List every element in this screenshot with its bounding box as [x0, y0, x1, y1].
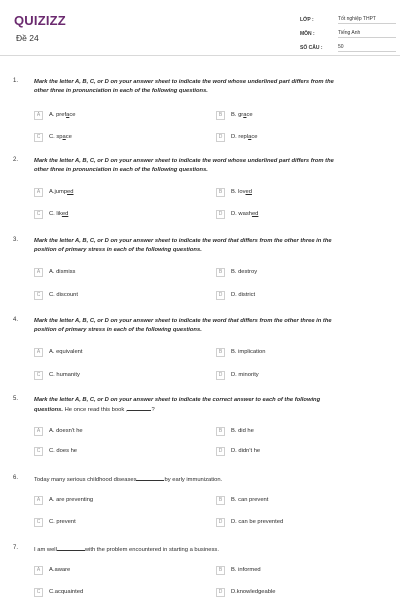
meta-label: SỐ CÂU :	[300, 45, 323, 51]
option-text: B. implication	[231, 349, 266, 355]
option-b[interactable]	[216, 267, 257, 277]
question-text-line: Mark the letter A, B, C, or D on your answer sheet to indicate the correct answer to each of the following	[34, 397, 321, 403]
option-a[interactable]	[34, 495, 93, 505]
question-text	[34, 157, 384, 175]
meta-value: 50	[338, 44, 396, 52]
answer-blank	[127, 405, 151, 411]
question-text	[34, 396, 384, 415]
option-a[interactable]	[34, 110, 75, 120]
option-letter-box: D	[216, 210, 225, 219]
option-letter-box: C	[34, 371, 43, 380]
option-d[interactable]	[216, 587, 275, 597]
exam-title: Đề 24	[16, 33, 39, 43]
question-number: 2.	[13, 157, 19, 163]
option-text: A.aware	[49, 567, 71, 573]
option-c[interactable]	[34, 517, 76, 527]
option-d[interactable]	[216, 209, 258, 219]
option-text: A. preface	[49, 112, 76, 118]
question-text-line: Mark the letter A, B, C, or D on your answer sheet to indicate the word whose underlined part differs from the	[34, 158, 334, 164]
option-a[interactable]	[34, 347, 83, 357]
option-text: D. can be prevented	[231, 519, 284, 525]
answer-blank	[57, 545, 85, 551]
option-d[interactable]	[216, 370, 259, 380]
meta-row-count	[300, 41, 396, 55]
answer-blank	[136, 475, 164, 481]
option-d[interactable]	[216, 290, 255, 300]
option-letter-box: A	[34, 496, 43, 505]
option-letter-box: D	[216, 371, 225, 380]
option-text: D. didn't he	[231, 448, 261, 454]
option-text: D. minority	[231, 372, 259, 378]
option-text: C. space	[49, 134, 72, 140]
option-text: B. destroy	[231, 269, 258, 275]
option-text: D. washed	[231, 211, 259, 217]
option-a[interactable]	[34, 426, 83, 436]
option-b[interactable]	[216, 347, 265, 357]
option-a[interactable]	[34, 267, 75, 277]
option-a[interactable]	[34, 187, 74, 197]
meta-label: LỚP :	[300, 17, 314, 23]
worksheet-header	[0, 0, 400, 56]
option-letter-box: A	[34, 566, 43, 575]
option-letter-box: C	[34, 210, 43, 219]
option-d[interactable]	[216, 446, 260, 456]
option-letter-box: C	[34, 588, 43, 597]
option-text: A. doesn't he	[49, 428, 83, 434]
question-text: I am well with the problem encountered in starting a business.	[34, 547, 219, 553]
question-text-line: questions. He once read this book , ?	[34, 407, 155, 413]
question-text	[34, 78, 384, 96]
question-number: 6.	[13, 475, 19, 481]
option-c[interactable]	[34, 446, 77, 456]
option-c[interactable]	[34, 132, 72, 142]
option-a[interactable]	[34, 565, 70, 575]
option-text: C.acquainted	[49, 589, 84, 595]
meta-row-subject	[300, 27, 396, 41]
option-letter-box: B	[216, 268, 225, 277]
question-text: Today many serious childhood diseases by early immunization.	[34, 477, 223, 483]
option-letter-box: A	[34, 427, 43, 436]
option-c[interactable]	[34, 209, 68, 219]
option-b[interactable]	[216, 495, 268, 505]
option-letter-box: D	[216, 133, 225, 142]
option-letter-box: C	[34, 518, 43, 527]
option-c[interactable]	[34, 370, 80, 380]
option-text: D. district	[231, 292, 256, 298]
question-number: 1.	[13, 78, 19, 84]
option-letter-box: C	[34, 447, 43, 456]
question-text-line: Mark the letter A, B, C, or D on your answer sheet to indicate the word whose underlined part differs from the	[34, 79, 334, 85]
question-text	[34, 317, 384, 335]
option-b[interactable]	[216, 110, 253, 120]
question-text-line: Mark the letter A, B, C, or D on your answer sheet to indicate the word that differs from the other three in the	[34, 318, 332, 324]
option-b[interactable]	[216, 187, 252, 197]
question-text-line: Mark the letter A, B, C, or D on your answer sheet to indicate the word that differs from the other three in the	[34, 238, 332, 244]
option-text: B. informed	[231, 567, 261, 573]
option-text: C. does he	[49, 448, 78, 454]
meta-value: Tiếng Anh	[338, 30, 396, 38]
option-letter-box: B	[216, 188, 225, 197]
option-letter-box: D	[216, 291, 225, 300]
meta-info	[300, 13, 396, 55]
option-letter-box: B	[216, 427, 225, 436]
option-text: A. are preventing	[49, 497, 94, 503]
option-text: C. prevent	[49, 519, 76, 525]
question-text-line: other three in pronunciation in each of the following questions.	[34, 167, 208, 173]
option-text: B. grace	[231, 112, 253, 118]
option-text: A. equivalent	[49, 349, 83, 355]
meta-value: Tốt nghiệp THPT	[338, 16, 396, 24]
option-letter-box: C	[34, 133, 43, 142]
option-c[interactable]	[34, 290, 78, 300]
option-letter-box: A	[34, 111, 43, 120]
option-letter-box: A	[34, 188, 43, 197]
option-c[interactable]	[34, 587, 83, 597]
option-d[interactable]	[216, 132, 257, 142]
meta-row-class	[300, 13, 396, 27]
option-text: C. humanity	[49, 372, 80, 378]
option-letter-box: B	[216, 348, 225, 357]
question-text	[34, 237, 384, 255]
option-text: B. can prevent	[231, 497, 269, 503]
question-number: 4.	[13, 317, 19, 323]
option-text: C. liked	[49, 211, 69, 217]
option-letter-box: B	[216, 566, 225, 575]
option-letter-box: A	[34, 268, 43, 277]
option-letter-box: C	[34, 291, 43, 300]
question-number: 5.	[13, 396, 19, 402]
option-letter-box: D	[216, 588, 225, 597]
option-text: B. loved	[231, 189, 252, 195]
option-text: C. discount	[49, 292, 78, 298]
question-number: 7.	[13, 545, 19, 551]
option-b[interactable]	[216, 426, 254, 436]
option-b[interactable]	[216, 565, 261, 575]
question-text-line: other three in pronunciation in each of the following questions.	[34, 88, 208, 94]
option-letter-box: B	[216, 496, 225, 505]
option-text: A.jumped	[49, 189, 74, 195]
option-text: D.knowledgeable	[231, 589, 276, 595]
option-letter-box: B	[216, 111, 225, 120]
option-text: D. replace	[231, 134, 258, 140]
option-letter-box: A	[34, 348, 43, 357]
question-number: 3.	[13, 237, 19, 243]
option-letter-box: D	[216, 518, 225, 527]
quizizz-logo: QUIZIZZ	[14, 13, 66, 28]
option-text: A. dismiss	[49, 269, 76, 275]
option-letter-box: D	[216, 447, 225, 456]
option-d[interactable]	[216, 517, 283, 527]
question-text-line: position of primary stress in each of the following questions.	[34, 327, 202, 333]
meta-label: MÔN :	[300, 31, 315, 37]
option-text: B. did he	[231, 428, 254, 434]
question-text-line: position of primary stress in each of the following questions.	[34, 247, 202, 253]
